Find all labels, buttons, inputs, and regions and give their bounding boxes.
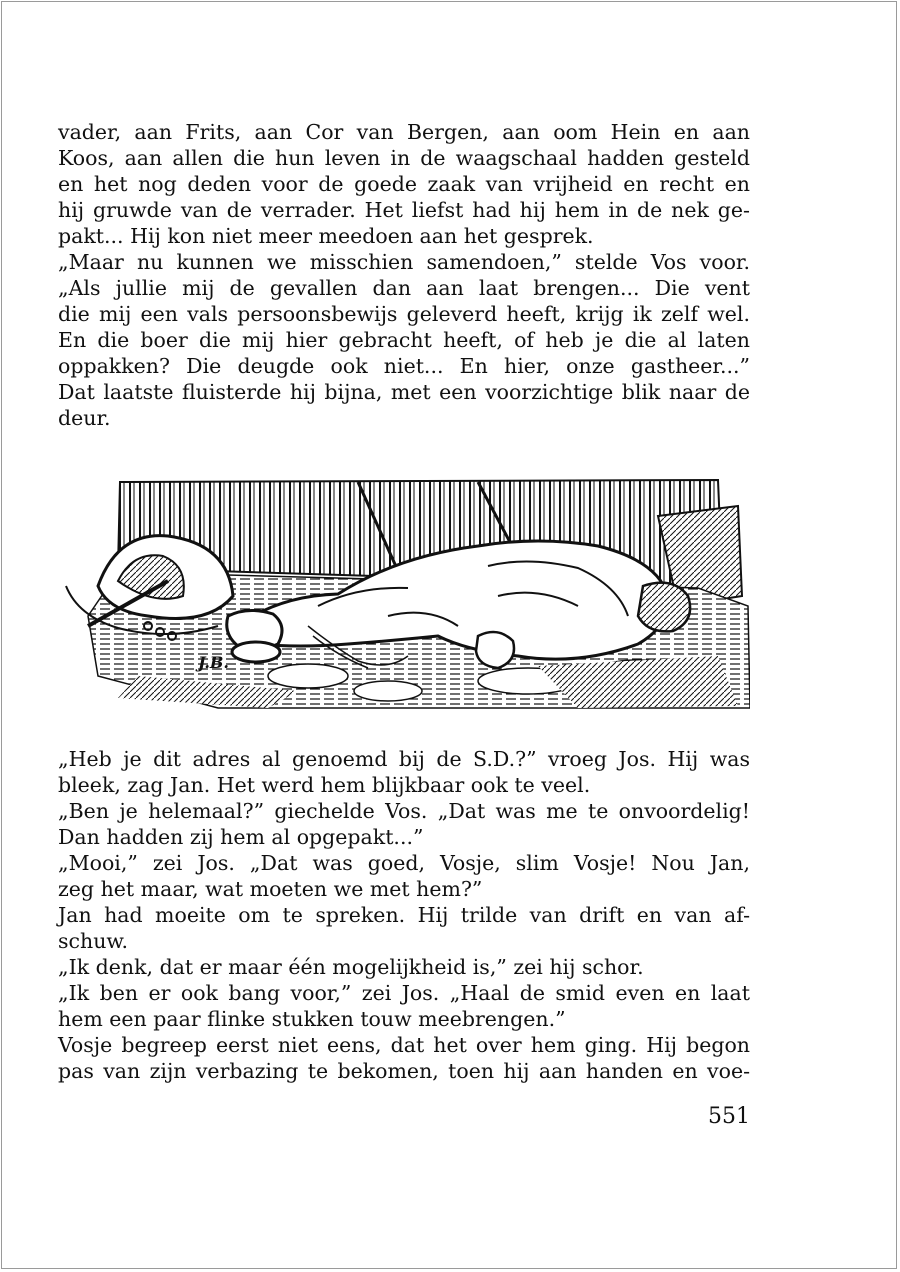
text-block-top (58, 119, 750, 431)
text-line: Koos, aan allen die hun leven in de waagschaal hadden gesteld (58, 146, 750, 170)
page-number: 551 (708, 1104, 750, 1129)
illustration (58, 476, 750, 716)
text-line: „Ben je helemaal?” giechelde Vos. „Dat was me te onvoordelig! (58, 799, 750, 823)
text-line: „Ik denk, dat er maar één mogelijkheid is,” zei hij schor. (58, 955, 644, 979)
text-block-bottom (58, 746, 750, 1084)
text-line: die mij een vals persoonsbewijs geleverd heeft, krijg ik zelf wel. (58, 302, 750, 326)
text-line: Dat laatste fluisterde hij bijna, met een voorzichtige blik naar de (58, 380, 750, 404)
text-line: „Heb je dit adres al genoemd bij de S.D.?” vroeg Jos. Hij was (58, 747, 750, 771)
text-line: Dan hadden zij hem al opgepakt...” (58, 825, 424, 849)
text-line: zeg het maar, wat moeten we met hem?” (58, 877, 483, 901)
text-line: „Als jullie mij de gevallen dan aan laat brengen... Die vent (58, 276, 750, 300)
text-line: „Mooi,” zei Jos. „Dat was goed, Vosje, slim Vosje! Nou Jan, (58, 851, 750, 875)
illustration-signature: J.B. (198, 653, 229, 672)
text-line: Vosje begreep eerst niet eens, dat het over hem ging. Hij begon (58, 1033, 750, 1057)
text-line: hij gruwde van de verrader. Het liefst had hij hem in de nek ge- (58, 198, 750, 222)
text-line: En die boer die mij hier gebracht heeft, of heb je die al laten (58, 328, 750, 352)
text-line: schuw. (58, 929, 129, 953)
text-line: pakt... Hij kon niet meer meedoen aan het gesprek. (58, 224, 594, 248)
text-line: en het nog deden voor de goede zaak van vrijheid en recht en (58, 172, 750, 196)
text-line: pas van zijn verbazing te bekomen, toen hij aan handen en voe- (58, 1059, 750, 1083)
text-line: hem een paar flinke stukken touw meebrengen.” (58, 1007, 566, 1031)
text-line: „Ik ben er ook bang voor,” zei Jos. „Haal de smid even en laat (58, 981, 750, 1005)
text-line: bleek, zag Jan. Het werd hem blijkbaar ook te veel. (58, 773, 591, 797)
text-line: oppakken? Die deugde ook niet... En hier, onze gastheer...” (58, 354, 750, 378)
text-line: „Maar nu kunnen we misschien samendoen,” stelde Vos voor. (58, 250, 750, 274)
text-line: deur. (58, 406, 111, 430)
text-line: Jan had moeite om te spreken. Hij trilde van drift en van af- (58, 903, 750, 927)
text-line: vader, aan Frits, aan Cor van Bergen, aan oom Hein en aan (58, 120, 750, 144)
